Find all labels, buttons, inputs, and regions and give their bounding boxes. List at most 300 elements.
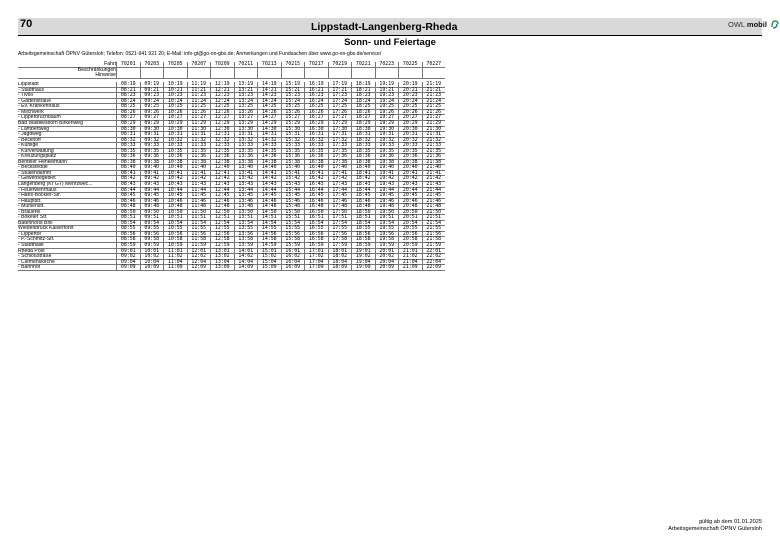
stop-name: - Lippertor [18,231,42,237]
departure-time: 10:50 [163,210,187,216]
issuer: Arbeitsgemeinschaft ÖPNV Gütersloh [668,526,762,532]
departure-time: 10:31 [163,132,187,138]
departure-time: 08:25 [116,104,140,110]
departure-time: 18:51 [351,215,375,221]
departure-time: 10:46 [163,199,187,205]
departure-time: 12:02 [187,254,211,260]
departure-time: 14:59 [257,243,281,249]
departure-time: 21:41 [422,171,446,177]
trip-number: 70225 [398,62,422,68]
departure-time: 19:48 [375,204,399,210]
departure-time: 09:04 [116,260,140,266]
stop-name: Batenhorst Brill [18,220,53,226]
departure-time: 16:19 [304,82,328,88]
departure-time: 09:38 [140,160,164,166]
day-type-heading: Sonn- und Feiertage [344,37,436,48]
departure-time: 14:58 [257,237,281,243]
departure-time: 18:31 [351,132,375,138]
departure-time: 12:25 [210,104,234,110]
owl-mobil-logo-icon [771,20,779,29]
departure-time: 11:46 [187,199,211,205]
departure-time: 16:26 [304,110,328,116]
departure-time: 13:19 [234,82,258,88]
stop-name: - Lipperbruchbaum [18,115,61,121]
departure-time: 15:02 [257,254,281,260]
departure-time: 21:04 [398,260,422,266]
departure-time: 15:29 [281,121,305,127]
departure-time: 16:02 [281,254,305,260]
departure-time: 19:26 [375,110,399,116]
departure-time: 14:29 [257,121,281,127]
stop-name: - Bokeler Str. [18,215,48,221]
departure-time: 21:55 [422,226,446,232]
departure-time: 18:44 [351,188,375,194]
departure-time: 19:09 [351,265,375,271]
departure-time: 12:04 [187,260,211,266]
departure-time: 08:51 [116,215,140,221]
departure-time: 15:19 [281,82,305,88]
departure-time: 11:04 [163,260,187,266]
departure-time: 09:56 [140,232,164,238]
departure-time: 11:23 [187,93,211,99]
departure-time: 14:45 [257,193,281,199]
departure-time: 19:46 [375,199,399,205]
departure-time: 18:43 [351,182,375,188]
departure-time: 20:26 [398,110,422,116]
departure-time: 21:23 [422,93,446,99]
departure-time: 20:50 [398,210,422,216]
departure-time: 12:30 [210,127,234,133]
departure-time: 15:01 [257,249,281,255]
trip-number: 70201 [116,62,140,68]
departure-time: 19:59 [375,243,399,249]
departure-time: 13:38 [234,160,258,166]
stop-name: - Beckhoff [18,137,41,143]
departure-time: 16:50 [304,210,328,216]
departure-time: 11:54 [187,221,211,227]
departure-time: 14:48 [257,204,281,210]
departure-time: 13:58 [234,237,258,243]
departure-time: 10:27 [163,115,187,121]
departure-time: 08:55 [116,226,140,232]
departure-time: 19:30 [375,127,399,133]
departure-time: 21:48 [422,204,446,210]
departure-time: 18:02 [328,254,352,260]
departure-time: 10:02 [140,254,164,260]
departure-time: 15:25 [281,104,305,110]
empty-cell [140,73,164,79]
departure-time: 19:36 [375,154,399,160]
departure-time: 15:54 [281,221,305,227]
departure-time: 11:38 [187,160,211,166]
departure-time: 19:04 [351,260,375,266]
departure-time: 19:24 [375,99,399,105]
departure-time: 20:24 [398,99,422,105]
departure-time: 09:40 [140,165,164,171]
departure-time: 13:30 [234,127,258,133]
departure-time: 15:50 [281,210,305,216]
departure-time: 10:45 [163,193,187,199]
departure-time: 12:26 [210,110,234,116]
departure-time: 20:43 [398,182,422,188]
departure-time: 18:29 [351,121,375,127]
departure-time: 20:09 [375,265,399,271]
departure-time: 12:48 [210,204,234,210]
departure-time: 13:04 [210,260,234,266]
departure-time: 19:43 [375,182,399,188]
restrictions-label: Beschränkungen [77,66,116,73]
departure-time: 14:31 [257,132,281,138]
departure-time: 20:40 [398,165,422,171]
departure-time: 14:46 [257,199,281,205]
departure-time: 09:42 [140,176,164,182]
departure-time: 15:36 [281,154,305,160]
departure-time: 13:01 [210,249,234,255]
departure-time: 09:58 [140,237,164,243]
departure-time: 21:25 [422,104,446,110]
stop-name: - Tivoli [18,93,33,99]
departure-time: 09:35 [140,149,164,155]
departure-time: 14:36 [257,154,281,160]
departure-time: 11:45 [187,193,211,199]
departure-time: 21:32 [422,138,446,144]
departure-time: 13:35 [234,149,258,155]
departure-time: 11:09 [163,265,187,271]
trip-number: 70227 [422,62,446,68]
departure-time: 10:54 [163,221,187,227]
departure-time: 10:58 [163,237,187,243]
departure-time: 10:19 [163,82,187,88]
departure-time: 13:36 [234,154,258,160]
departure-time: 12:23 [210,93,234,99]
brand-prefix: OWL [728,20,745,29]
departure-time: 19:55 [375,226,399,232]
departure-time: 12:24 [210,99,234,105]
stop-name: Wiedenbrück Kaiserforst [18,226,74,232]
departure-time: 09:01 [116,249,140,255]
empty-cell [163,73,187,79]
departure-time: 11:55 [187,226,211,232]
departure-time: 18:26 [351,110,375,116]
departure-time: 20:33 [398,143,422,149]
stop-name: - Bahnhof [18,265,41,271]
stop-name: Benteler Henkelmann [18,159,67,165]
departure-time: 12:32 [210,138,234,144]
departure-time: 11:27 [187,115,211,121]
departure-time: 11:40 [187,165,211,171]
stop-name: - Ev. Krankenhaus [18,104,60,110]
departure-time: 12:41 [210,171,234,177]
departure-time: 10:56 [163,232,187,238]
stop-name: - Gewerbegebiet [18,176,56,182]
trip-number: 70203 [140,62,164,68]
departure-time: 22:04 [422,260,446,266]
departure-time: 16:32 [304,138,328,144]
departure-time: 20:35 [398,149,422,155]
departure-time: 20:58 [398,237,422,243]
departure-time: 15:32 [281,138,305,144]
departure-time: 15:44 [281,188,305,194]
departure-time: 21:35 [422,149,446,155]
departure-time: 09:36 [140,154,164,160]
departure-time: 17:40 [328,165,352,171]
departure-time: 12:29 [210,121,234,127]
stop-name: - Mühlenstr. [18,204,45,210]
departure-time: 09:23 [140,93,164,99]
departure-time: 20:04 [375,260,399,266]
departure-time: 09:50 [140,210,164,216]
departure-time: 09:09 [116,265,140,271]
departure-time: 12:40 [210,165,234,171]
departure-time: 16:27 [304,115,328,121]
departure-time: 08:41 [116,171,140,177]
departure-time: 12:38 [210,160,234,166]
departure-time: 19:56 [375,232,399,238]
departure-time: 17:46 [328,199,352,205]
departure-time: 17:04 [304,260,328,266]
departure-time: 14:02 [234,254,258,260]
departure-time: 13:42 [234,176,258,182]
departure-time: 16:29 [304,121,328,127]
departure-time: 17:33 [328,143,352,149]
departure-time: 18:55 [351,226,375,232]
stop-name: - Clemenskirche [18,259,55,265]
departure-time: 21:46 [422,199,446,205]
departure-time: 12:01 [187,249,211,255]
departure-time: 11:35 [187,149,211,155]
departure-time: 19:29 [375,121,399,127]
stop-name: - Stukendamm [18,170,52,176]
departure-time: 13:21 [234,88,258,94]
departure-time: 17:24 [328,99,352,105]
departure-time: 21:30 [422,127,446,133]
departure-time: 19:50 [375,210,399,216]
departure-time: 20:45 [398,193,422,199]
departure-time: 20:38 [398,160,422,166]
departure-time: 20:02 [375,254,399,260]
departure-time: 20:01 [375,249,399,255]
departure-time: 15:30 [281,127,305,133]
departure-time: 16:36 [304,154,328,160]
departure-time: 10:09 [140,265,164,271]
departure-time: 21:44 [422,188,446,194]
departure-time: 11:58 [187,237,211,243]
departure-time: 20:54 [398,221,422,227]
departure-time: 17:51 [328,215,352,221]
departure-time: 17:42 [328,176,352,182]
departure-time: 13:48 [234,204,258,210]
departure-time: 10:55 [163,226,187,232]
empty-cell [398,73,422,79]
departure-time: 10:38 [163,160,187,166]
departure-time: 09:24 [140,99,164,105]
departure-time: 20:42 [398,176,422,182]
departure-time: 16:51 [304,215,328,221]
departure-time: 15:42 [281,176,305,182]
departure-time: 15:43 [281,182,305,188]
departure-time: 13:40 [234,165,258,171]
departure-time: 11:26 [187,110,211,116]
departure-time: 08:36 [116,154,140,160]
departure-time: 09:51 [140,215,164,221]
departure-time: 15:58 [281,237,305,243]
departure-time: 20:19 [398,82,422,88]
departure-time: 09:33 [140,143,164,149]
departure-time: 17:54 [328,221,352,227]
departure-time: 11:02 [163,254,187,260]
departure-time: 13:50 [234,210,258,216]
departure-time: 17:41 [328,171,352,177]
departure-time: 11:36 [187,154,211,160]
departure-time: 20:51 [398,215,422,221]
departure-time: 16:55 [304,226,328,232]
stop-name: Bad Waldliesborn Birkenweg [18,120,83,126]
departure-time: 15:46 [281,199,305,205]
departure-time: 09:29 [140,121,164,127]
footer [668,519,762,533]
departure-time: 09:31 [140,132,164,138]
departure-time: 21:38 [422,160,446,166]
departure-time: 16:48 [304,204,328,210]
departure-time: 20:59 [398,243,422,249]
stop-name: - Kurverwaltung [18,148,54,154]
empty-cell [328,73,352,79]
departure-time: 13:24 [234,99,258,105]
departure-time: 13:54 [234,221,258,227]
departure-time: 12:31 [210,132,234,138]
departure-time: 21:59 [422,243,446,249]
departure-time: 14:04 [234,260,258,266]
departure-time: 16:40 [304,165,328,171]
stop-name: - Lambertweg [18,126,50,132]
departure-time: 08:38 [116,160,140,166]
stop-name: - Beckstedde [18,165,48,171]
departure-time: 17:35 [328,149,352,155]
departure-time: 14:44 [257,188,281,194]
stop-rows [18,82,445,271]
departure-time: 16:21 [304,88,328,94]
departure-time: 22:01 [422,249,446,255]
line-number: 70 [20,18,33,30]
departure-time: 22:02 [422,254,446,260]
departure-time: 18:36 [351,154,375,160]
departure-time: 21:19 [422,82,446,88]
departure-time: 15:48 [281,204,305,210]
departure-time: 10:26 [163,110,187,116]
departure-time: 14:55 [257,226,281,232]
departure-time: 09:48 [140,204,164,210]
departure-time: 17:32 [328,138,352,144]
departure-time: 18:04 [328,260,352,266]
departure-time: 10:25 [163,104,187,110]
departure-time: 17:43 [328,182,352,188]
departure-time: 12:19 [210,82,234,88]
departure-time: 21:45 [422,193,446,199]
departure-time: 11:19 [187,82,211,88]
departure-time: 12:44 [210,188,234,194]
departure-time: 16:45 [304,193,328,199]
departure-time: 19:42 [375,176,399,182]
departure-time: 11:41 [187,171,211,177]
departure-time: 14:27 [257,115,281,121]
departure-time: 14:30 [257,127,281,133]
departure-time: 18:33 [351,143,375,149]
stop-name: - Kühlige [18,143,39,149]
departure-time: 08:19 [116,82,140,88]
departure-time: 16:25 [304,104,328,110]
departure-time: 09:59 [140,243,164,249]
departure-time: 15:59 [281,243,305,249]
departure-time: 21:26 [422,110,446,116]
departure-time: 21:40 [422,165,446,171]
departure-time: 14:01 [234,249,258,255]
departure-time: 21:24 [422,99,446,105]
departure-time: 09:27 [140,115,164,121]
departure-time: 14:51 [257,215,281,221]
departure-time: 19:19 [375,82,399,88]
departure-time: 14:25 [257,104,281,110]
departure-time: 14:50 [257,210,281,216]
departure-time: 09:46 [140,199,164,205]
departure-time: 20:25 [398,104,422,110]
departure-time: 08:33 [116,143,140,149]
departure-time: 16:41 [304,171,328,177]
departure-time: 21:58 [422,237,446,243]
departure-time: 20:32 [398,138,422,144]
departure-time: 09:25 [140,104,164,110]
departure-time: 17:23 [328,93,352,99]
stop-name: - Hans-Böckler-Str. [18,193,62,199]
departure-time: 12:50 [210,210,234,216]
departure-time: 18:41 [351,171,375,177]
departure-time: 16:56 [304,232,328,238]
departure-time: 13:25 [234,104,258,110]
departure-time: 10:32 [163,138,187,144]
departure-time: 08:26 [116,110,140,116]
trip-number: 70223 [375,62,399,68]
empty-cell [375,73,399,79]
departure-time: 08:54 [116,221,140,227]
stop-name: Langenberg (Kr GT) Mehrzwec... [18,181,93,187]
stop-name: - Hauptstr. [18,198,42,204]
departure-time: 12:56 [210,232,234,238]
departure-time: 08:21 [116,88,140,94]
departure-time: 08:30 [116,127,140,133]
departure-time: 12:35 [210,149,234,155]
departure-time: 20:48 [398,204,422,210]
departure-time: 17:29 [328,121,352,127]
departure-time: 10:36 [163,154,187,160]
departure-time: 11:59 [187,243,211,249]
departure-time: 10:23 [163,93,187,99]
departure-time: 17:01 [304,249,328,255]
departure-time: 13:44 [234,188,258,194]
departure-time: 20:27 [398,115,422,121]
departure-time: 18:25 [351,104,375,110]
departure-time: 19:54 [375,221,399,227]
departure-time: 11:25 [187,104,211,110]
departure-time: 14:23 [257,93,281,99]
departure-time: 19:32 [375,138,399,144]
departure-time: 09:02 [116,254,140,260]
departure-time: 15:38 [281,160,305,166]
stop-name: - Stadthalle [18,243,44,248]
departure-time: 10:59 [163,243,187,249]
departure-time: 18:56 [351,232,375,238]
departure-time: 11:31 [187,132,211,138]
departure-time: 14:40 [257,165,281,171]
departure-time: 12:09 [187,265,211,271]
